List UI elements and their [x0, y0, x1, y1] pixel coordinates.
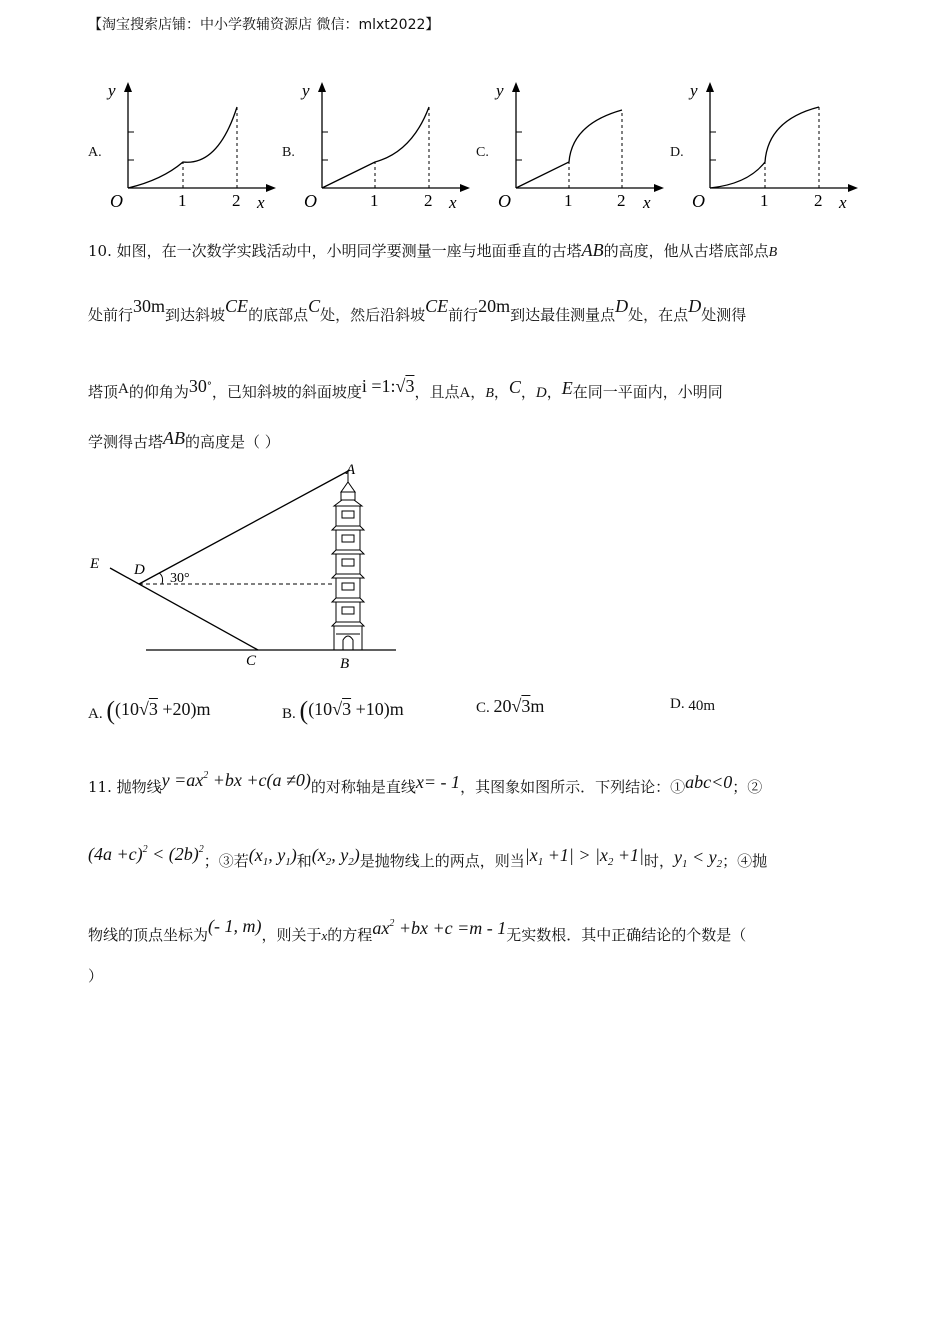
- q11-line-4: ）: [88, 967, 104, 985]
- svg-text:O: O: [498, 191, 511, 211]
- svg-text:1: 1: [178, 191, 187, 210]
- q10-line-4: 学测得古塔AB的高度是（ ）: [88, 428, 280, 451]
- svg-text:O: O: [692, 191, 705, 211]
- svg-text:A: A: [346, 462, 356, 478]
- svg-text:1: 1: [370, 191, 379, 210]
- q11-line-1: 11. 抛物线$y =ax^2 +bx +c(a \ne 0)$的对称轴是直线x= - 1，其图象如图所示．下列结论：①abc<0；②: [88, 770, 763, 796]
- svg-text:B: B: [340, 656, 350, 672]
- graph-a-label: A.: [88, 145, 102, 160]
- svg-text:x: x: [257, 193, 265, 212]
- svg-text:x: x: [839, 193, 847, 212]
- q10-line-3: 塔顶A的仰角为30°，已知斜坡的斜面坡度i =1:√3，且点A，B，C，D，E在同一平面内，小明同: [88, 376, 723, 401]
- q10-option-b[interactable]: B. ((10√3 +10)m: [282, 696, 404, 725]
- svg-text:y: y: [302, 81, 310, 100]
- svg-text:O: O: [110, 191, 123, 211]
- header-banner: 【淘宝搜索店铺：中小学教辅资源店 微信：mlxt2022】: [88, 17, 440, 33]
- q10-option-c[interactable]: C. 20√3m: [476, 696, 545, 716]
- svg-text:y: y: [690, 81, 698, 100]
- svg-text:C: C: [246, 653, 257, 669]
- svg-text:y: y: [496, 81, 504, 100]
- graph-d-label: D.: [670, 145, 684, 160]
- svg-text:1: 1: [760, 191, 769, 210]
- svg-text:y: y: [108, 81, 116, 100]
- svg-text:E: E: [90, 556, 100, 572]
- q11-line-3: 物线的顶点坐标为(- 1, m)，则关于x的方程$ax^2 +bx +c =m - 1$无实数根．其中正确结论的个数是（: [88, 916, 747, 944]
- svg-text:2: 2: [617, 191, 626, 210]
- svg-text:1: 1: [564, 191, 573, 210]
- q10-option-d[interactable]: D. 40m: [670, 696, 716, 714]
- tower-figure: [84, 458, 414, 672]
- svg-text:x: x: [643, 193, 651, 212]
- q11-line-2: $(4a +c)^2 < (2b)^2$；③若($x_1$, $y_1$)和($x_2$, $y_2$)是抛物线上的两点，则当$|x_1 +1| > |x_2 +1|$时，$y_1 < y_2$；④抛: [88, 844, 768, 870]
- graph-b: [294, 74, 494, 224]
- svg-text:D: D: [134, 562, 145, 578]
- graph-c: [488, 74, 688, 224]
- svg-text:30°: 30°: [170, 571, 190, 586]
- graph-d: [682, 74, 882, 224]
- graph-b-label: B.: [282, 145, 295, 160]
- graph-c-label: C.: [476, 145, 489, 160]
- q10-option-a[interactable]: A. ((10√3 +20)m: [88, 696, 211, 725]
- svg-text:2: 2: [814, 191, 823, 210]
- q10-line-2: 处前行30m到达斜坡CE的底部点C处，然后沿斜坡CE前行20m到达最佳测量点D处，在点D处测得: [88, 296, 747, 324]
- svg-text:2: 2: [232, 191, 241, 210]
- svg-text:x: x: [449, 193, 457, 212]
- graph-a: [100, 74, 300, 224]
- svg-text:O: O: [304, 191, 317, 211]
- q10-line-1: 10. 如图，在一次数学实践活动中，小明同学要测量一座与地面垂直的古塔AB的高度，他从古塔底部点B: [88, 240, 778, 260]
- svg-text:2: 2: [424, 191, 433, 210]
